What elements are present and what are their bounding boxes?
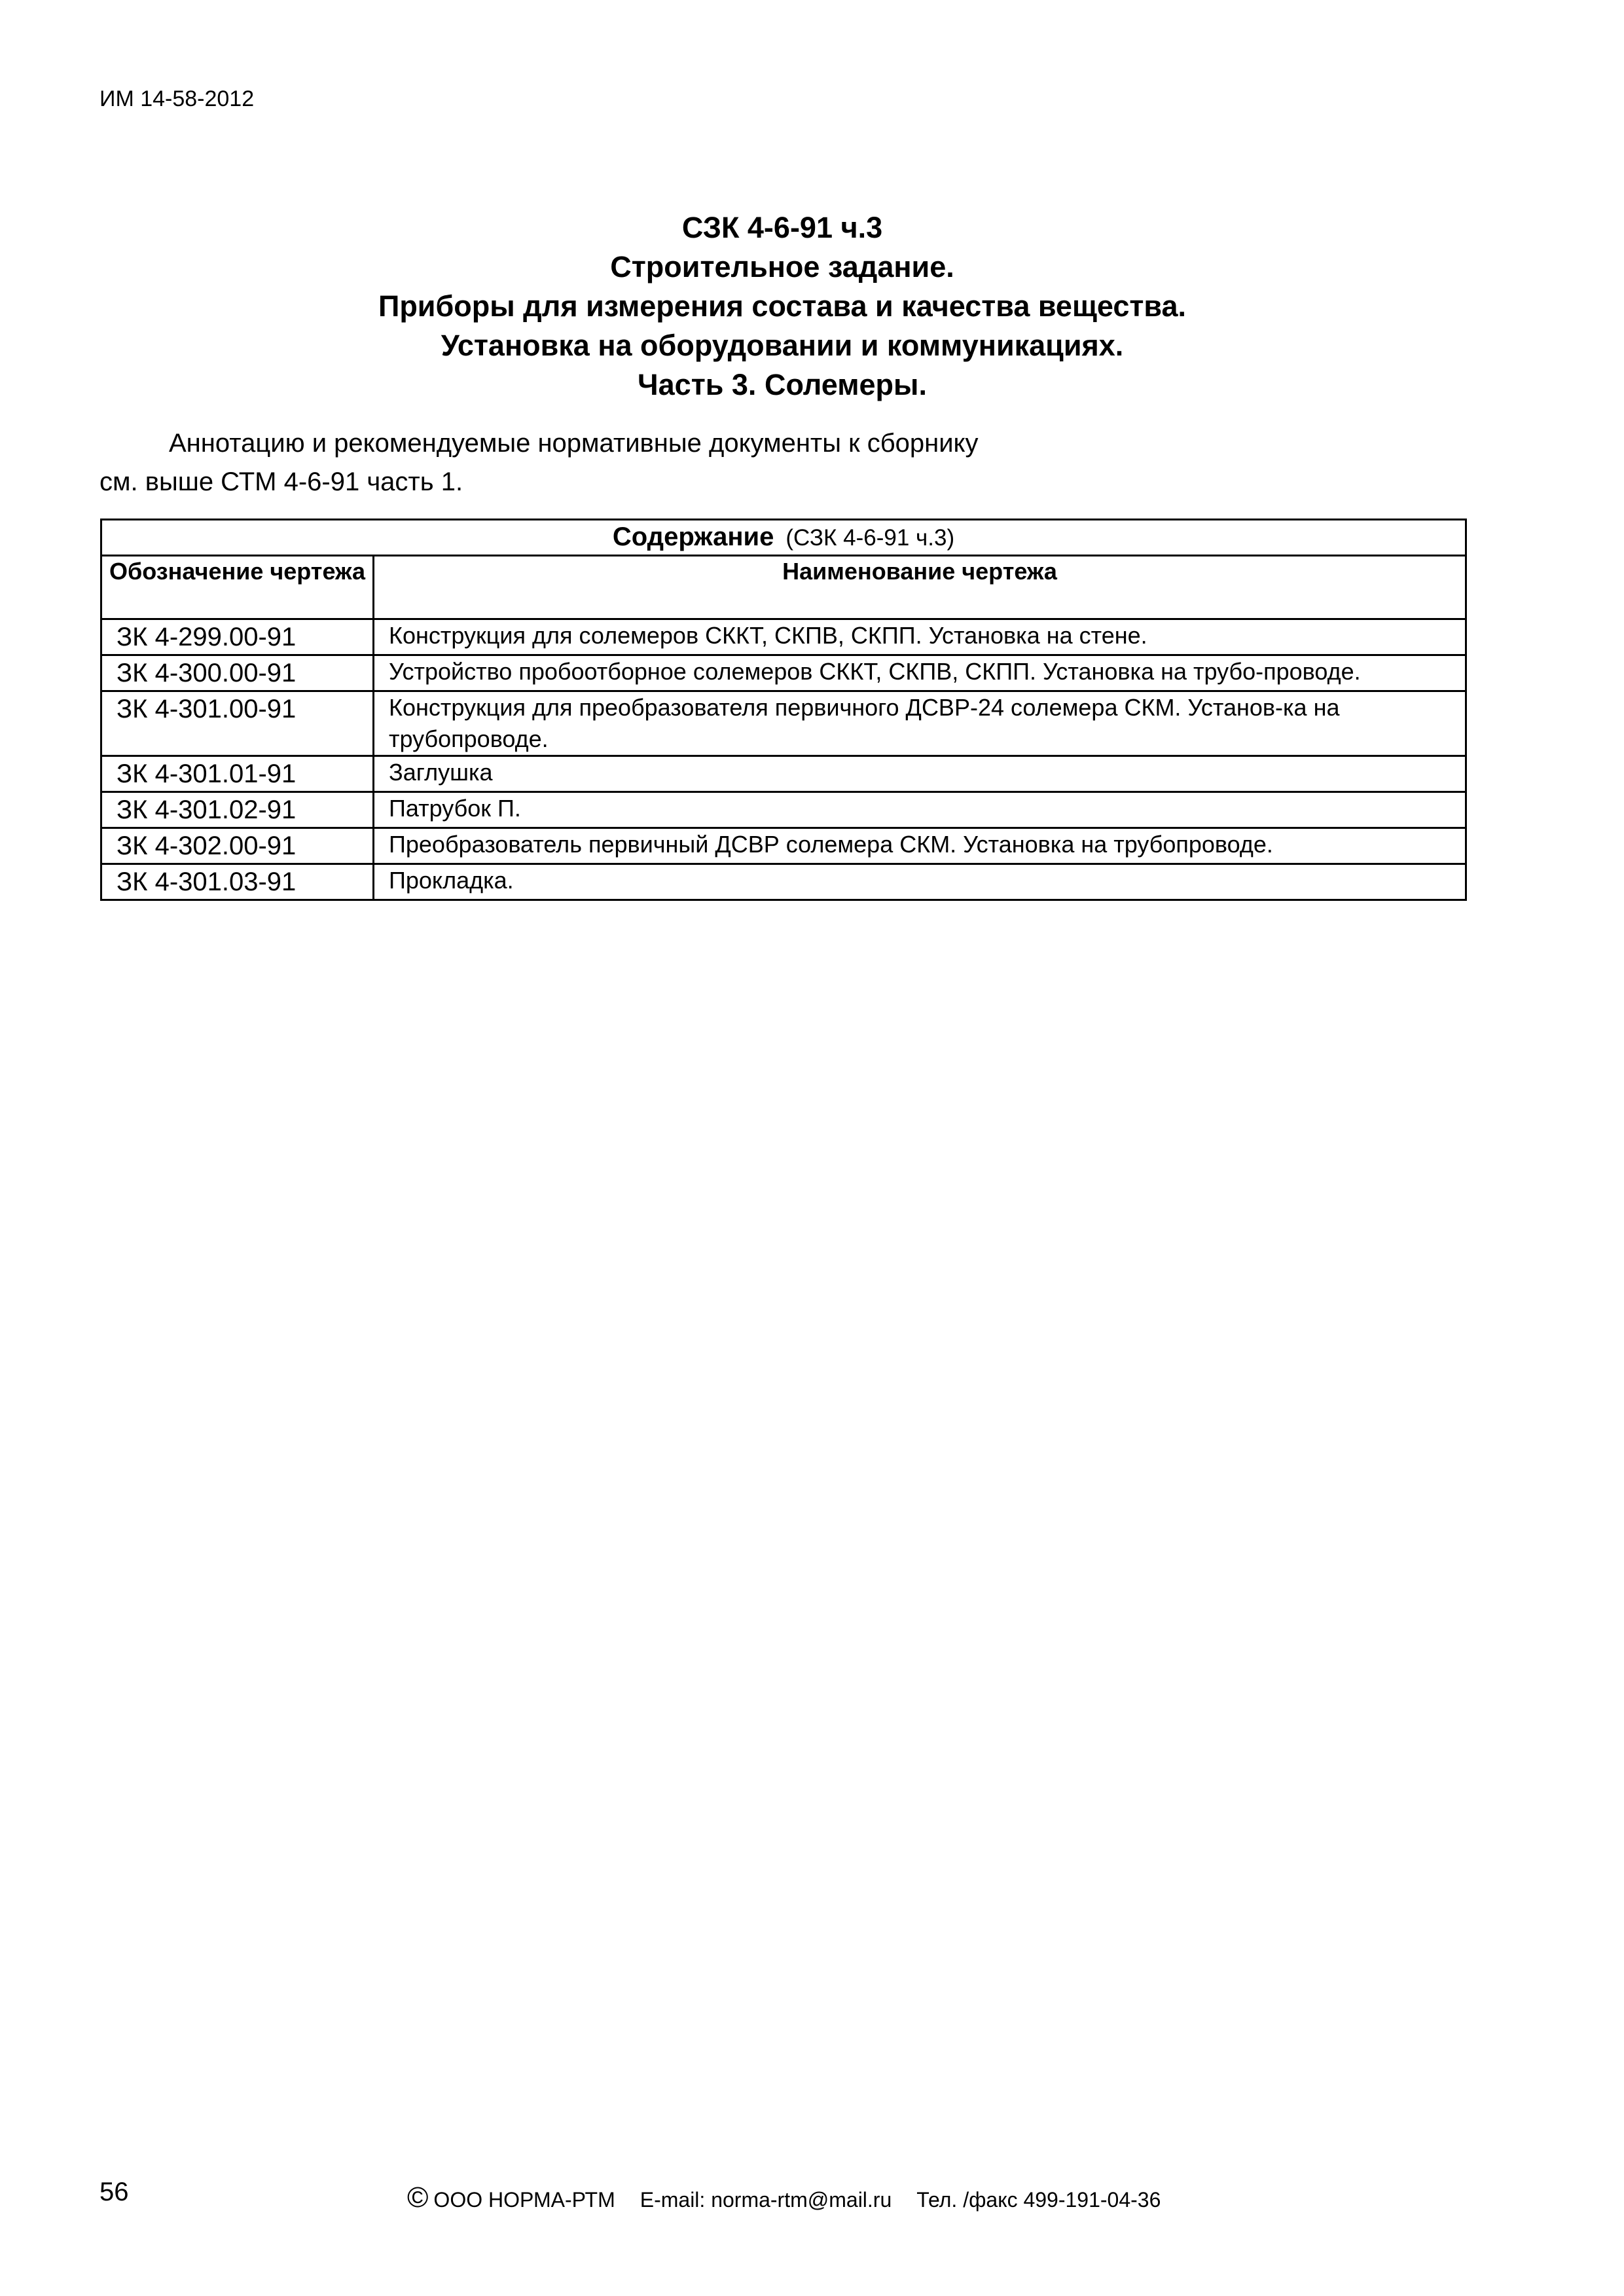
contents-table [100,519,1467,901]
contents-caption-ref: (СЗК 4-6-91 ч.3) [785,525,955,551]
drawing-name: Прокладка. [374,864,1466,900]
drawing-name: Конструкция для преобразователя первичного ДСВР-24 солемера СКМ. Установ-ка на трубопроводе. [374,691,1466,756]
page-number: 56 [99,2178,129,2206]
title-line-installation: Установка на оборудовании и коммуникациях. [441,329,1124,362]
annotation-line-1: Аннотацию и рекомендуемые нормативные документы к сборнику [169,429,979,458]
drawing-code: ЗК 4-301.01-91 [101,756,374,792]
title-line-subject: Строительное задание. [610,250,954,283]
table-row [101,655,1466,691]
contact-phone: Тел. /факс 499-191-04-36 [916,2188,1161,2212]
drawing-name: Преобразователь первичный ДСВР солемера СКМ. Установка на трубопроводе. [374,828,1466,864]
table-row [101,828,1466,864]
annotation-paragraph [99,424,1474,501]
table-row [101,619,1466,655]
company-name: ООО НОРМА-РТМ [433,2188,615,2212]
drawing-code: ЗК 4-302.00-91 [101,828,374,864]
drawing-name: Заглушка [374,756,1466,792]
document-title [0,208,1564,405]
table-row [101,864,1466,900]
table-row [101,691,1466,756]
annotation-line-2: см. выше СТМ 4-6-91 часть 1. [99,467,463,496]
contact-email: E-mail: norma-rtm@mail.ru [640,2188,892,2212]
table-row [101,792,1466,828]
contents-header-row [101,556,1466,619]
drawing-code: ЗК 4-301.00-91 [101,691,374,756]
contents-caption-row [101,520,1466,556]
footer-contact [407,2181,1161,2214]
column-header-name: Наименование чертежа [374,556,1466,619]
document-code: ИМ 14-58-2012 [99,86,255,111]
title-line-series: СЗК 4-6-91 ч.3 [681,211,883,244]
drawing-code: ЗК 4-299.00-91 [101,619,374,655]
drawing-code: ЗК 4-300.00-91 [101,655,374,691]
title-line-part: Часть 3. Солемеры. [638,368,927,401]
column-header-code: Обозначение чертежа [101,556,374,619]
drawing-code: ЗК 4-301.03-91 [101,864,374,900]
drawing-code: ЗК 4-301.02-91 [101,792,374,828]
drawing-name: Устройство пробоотборное солемеров СККТ, СКПВ, СКПП. Установка на трубо-проводе. [374,655,1466,691]
title-line-devices: Приборы для измерения состава и качества вещества. [378,289,1187,323]
copyright-icon: © [407,2181,429,2214]
contents-caption-title: Содержание [612,522,774,551]
table-row [101,756,1466,792]
drawing-name: Конструкция для солемеров СККТ, СКПВ, СКПП. Установка на стене. [374,619,1466,655]
drawing-name: Патрубок П. [374,792,1466,828]
contents-caption [101,520,1466,556]
